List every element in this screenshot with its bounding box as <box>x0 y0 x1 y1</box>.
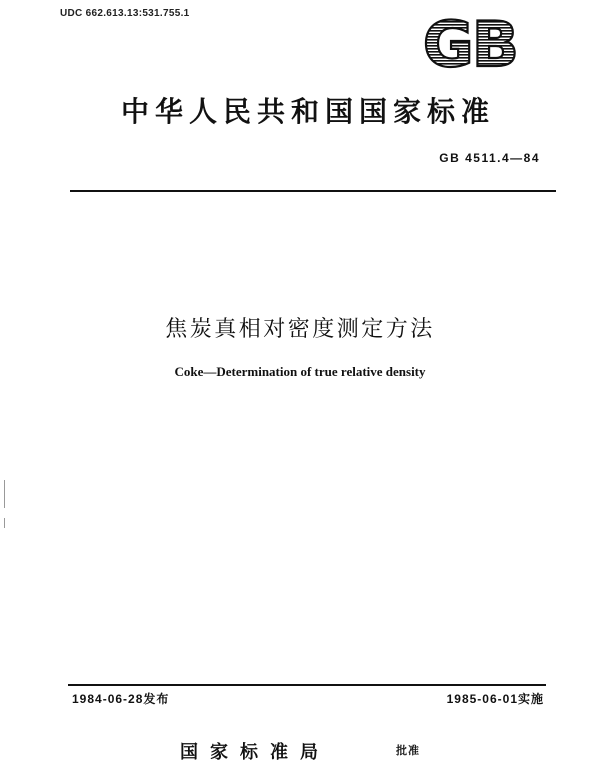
logo-text: GB <box>422 12 518 70</box>
footer-divider <box>68 684 546 686</box>
gb-logo-icon <box>410 12 530 70</box>
issue-date: 1984-06-28发布 <box>72 692 170 706</box>
document-title-english: Coke—Determination of true relative density <box>174 364 426 379</box>
standard-number: GB 4511.4—84 <box>439 151 540 165</box>
approved-label: 批准 <box>396 744 420 757</box>
scan-artifact <box>4 518 5 528</box>
document-title-chinese: 焦炭真相对密度测定方法 <box>165 317 435 342</box>
publisher-name: 国家标准局 <box>180 742 330 763</box>
header-divider <box>70 190 556 192</box>
udc-code: UDC 662.613.13:531.755.1 <box>60 8 190 19</box>
national-standard-title: 中华人民共和国国家标准 <box>120 95 495 128</box>
implementation-date: 1985-06-01实施 <box>446 692 544 706</box>
scan-artifact <box>4 480 5 508</box>
